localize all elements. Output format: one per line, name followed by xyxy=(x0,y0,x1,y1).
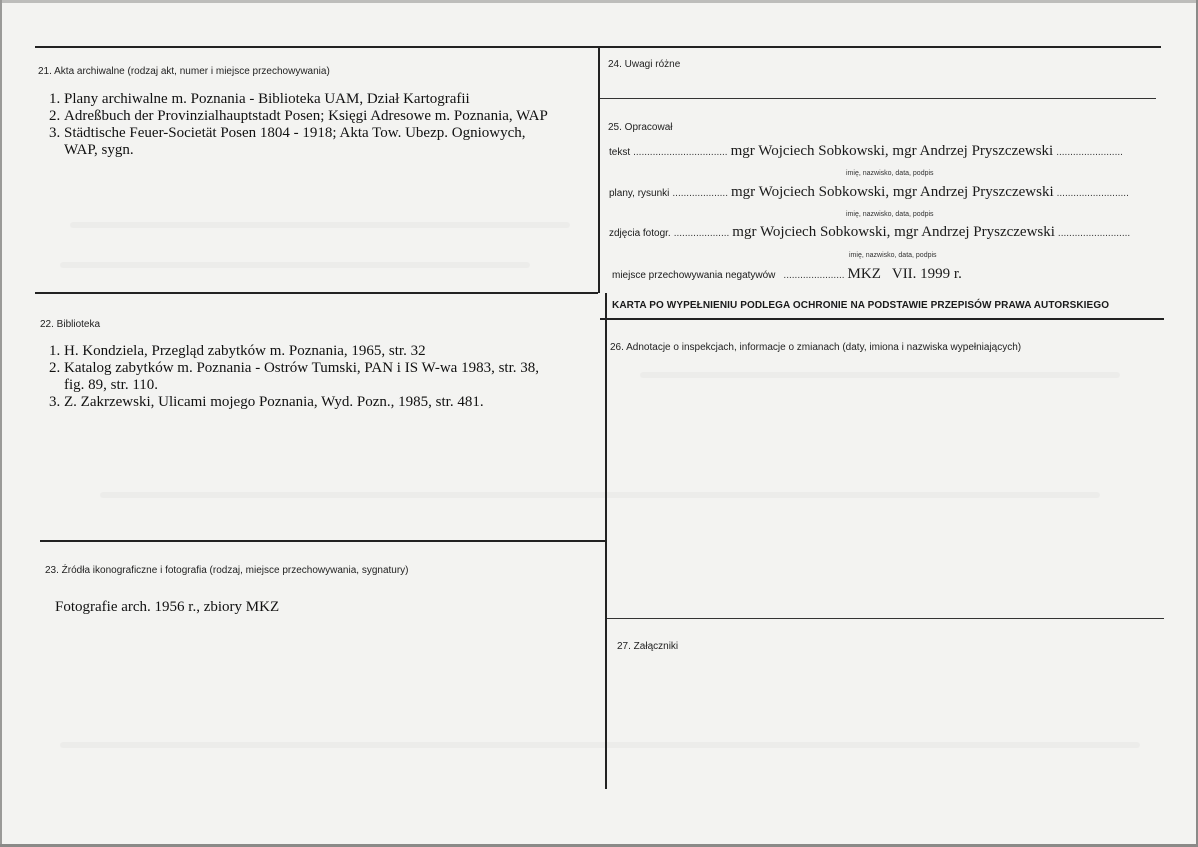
row-key: miejsce przechowywania negatywów xyxy=(612,270,776,281)
signature-caption: imię, nazwisko, data, podpis xyxy=(849,252,937,259)
author-names: mgr Wojciech Sobkowski, mgr Andrzej Pryszczewski xyxy=(732,224,1055,240)
dotted-fill: .......................... xyxy=(1056,188,1129,199)
bleed-through xyxy=(640,372,1120,378)
dotted-fill: ........................ xyxy=(1056,147,1123,158)
author-names: mgr Wojciech Sobkowski, mgr Andrzej Pryszczewski xyxy=(730,184,1054,200)
copyright-notice: KARTA PO WYPEŁNIENIU PODLEGA OCHRONIE NA PODSTAWIE PRZEPISÓW PRAWA AUTORSKIEGO xyxy=(612,300,1110,311)
item-text: Städtische Feuer-Societät Posen 1804 - 1918; Akta Tow. Ubezp. Ogniowych, xyxy=(64,125,526,141)
border-top xyxy=(0,0,1198,3)
section-25-label: 25. Opracował xyxy=(608,122,673,133)
dotted-fill: .................... xyxy=(673,228,730,239)
section-22-label: 22. Biblioteka xyxy=(40,319,101,330)
dotted-fill: ...................... xyxy=(783,270,845,281)
author-names: mgr Wojciech Sobkowski, mgr Andrzej Pryszczewski xyxy=(730,143,1054,159)
dotted-fill: .................... xyxy=(672,188,728,199)
bleed-through xyxy=(60,742,1140,748)
item-number: 2. xyxy=(49,360,61,376)
row-key: zdjęcia fotogr. xyxy=(609,228,671,239)
section-23-label: 23. Źródła ikonograficzne i fotografia (rodzaj, miejsce przechowywania, sygnatury) xyxy=(45,565,409,576)
divider-upper xyxy=(598,46,600,293)
author-text-row xyxy=(609,143,1123,160)
negatives-location-row xyxy=(612,266,965,283)
border-left xyxy=(0,0,2,847)
list-item xyxy=(49,394,539,411)
list-item xyxy=(49,343,539,360)
bleed-through xyxy=(70,222,570,228)
archival-records-list xyxy=(49,91,548,159)
item-text: fig. 89, str. 110. xyxy=(64,377,159,393)
item-number: 2. xyxy=(49,108,61,124)
item-text: Adreßbuch der Provinzialhauptstadt Posen; Księgi Adresowe m. Poznania, WAP xyxy=(64,108,548,124)
section-27-label: 27. Załączniki xyxy=(617,641,679,652)
rule-21-22 xyxy=(35,292,598,294)
item-number: 1. xyxy=(49,91,61,107)
item-text: WAP, sygn. xyxy=(64,142,134,158)
signature-caption: imię, nazwisko, data, podpis xyxy=(846,211,934,218)
item-number: 3. xyxy=(49,394,61,410)
row-key: tekst xyxy=(609,147,631,158)
iconographic-sources-value: Fotografie arch. 1956 r., zbiory MKZ xyxy=(55,599,280,615)
item-number: 3. xyxy=(49,125,61,141)
dotted-fill: .................................. xyxy=(633,147,728,158)
list-item xyxy=(49,108,548,125)
list-item xyxy=(49,91,548,108)
section-24-label: 24. Uwagi różne xyxy=(608,59,681,70)
rule-24-25 xyxy=(600,98,1156,99)
dotted-fill: .......................... xyxy=(1057,228,1131,239)
author-drawings-row xyxy=(609,184,1129,201)
item-text: Plany archiwalne m. Poznania - Biblioteka UAM, Dział Kartografii xyxy=(64,91,470,107)
list-item xyxy=(49,360,539,394)
rule-22-23 xyxy=(40,540,606,542)
signature-caption: imię, nazwisko, data, podpis xyxy=(846,170,934,177)
bleed-through xyxy=(100,492,1100,498)
section-26-label: 26. Adnotacje o inspekcjach, informacje o zmianach (daty, imiona i nazwiska wypełniających) xyxy=(610,342,1022,353)
item-text: H. Kondziela, Przegląd zabytków m. Poznania, 1965, str. 32 xyxy=(64,343,426,359)
item-text: Z. Zakrzewski, Ulicami mojego Poznania, Wyd. Pozn., 1985, str. 481. xyxy=(64,394,484,410)
author-photos-row xyxy=(609,224,1130,241)
item-number: 1. xyxy=(49,343,61,359)
negatives-location-value: MKZ VII. 1999 r. xyxy=(847,266,962,282)
rule-25-26 xyxy=(600,318,1164,320)
item-text: Katalog zabytków m. Poznania - Ostrów Tumski, PAN i IS W-wa 1983, str. 38, xyxy=(64,360,539,376)
row-key: plany, rysunki xyxy=(609,188,670,199)
section-21-label: 21. Akta archiwalne (rodzaj akt, numer i miejsce przechowywania) xyxy=(38,66,330,77)
library-references-list xyxy=(49,343,539,411)
rule-26-27 xyxy=(607,618,1164,619)
bleed-through xyxy=(60,262,530,268)
list-item xyxy=(49,125,548,159)
